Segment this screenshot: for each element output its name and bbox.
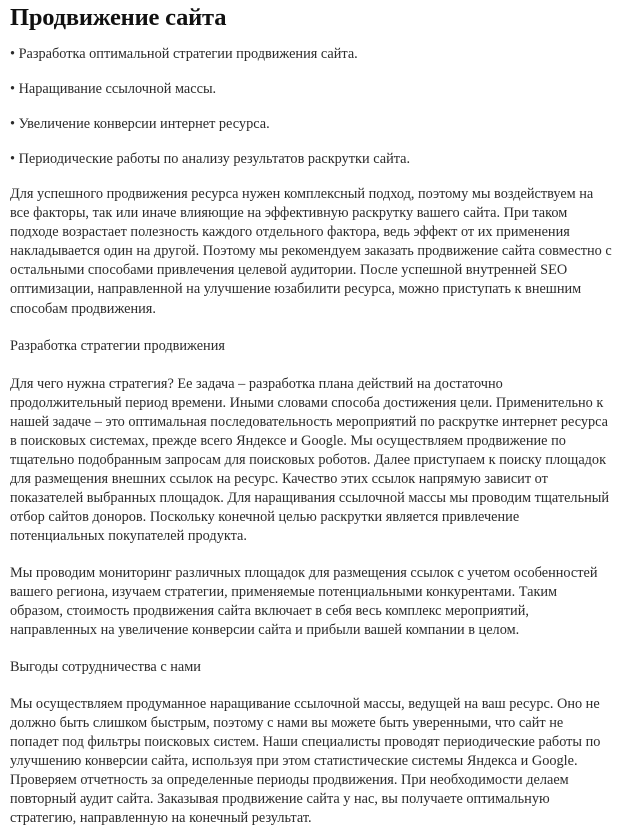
benefits-paragraph: Мы осуществляем продуманное наращивание ссылочной массы, ведущей на ваш ресурс. Оно не должно быть слишком быстрым, поэтому с нами вы можете быть уверенными, что сайт не попадет под фильтры поисковых систем. Наши специалисты проводят периодические работы по улучшению конверсии сайта, используя при этом статистические системы Яндекса и Google. Проверяем отчетность за определенные периоды продвижения. При необходимости делаем повторный аудит сайта. Заказывая продвижение сайта у нас, вы получаете оптимальную стратегию, направленную на конечный результат. xyxy=(10,695,601,827)
list-item: • Наращивание ссылочной массы. xyxy=(10,81,217,97)
page-title: Продвижение сайта xyxy=(10,4,227,31)
list-item: • Периодические работы по анализу результатов раскрутки сайта. xyxy=(10,151,411,167)
monitoring-paragraph: Мы проводим мониторинг различных площадок для размещения ссылок с учетом особенностей вашего региона, изучаем стратегии, применяемые потенциальными конкурентами. Таким образом, стоимость продвижения сайта включает в себя весь комплекс мероприятий, направленных на увеличение конверсии сайта и прибыли вашей компании в целом. xyxy=(10,564,598,638)
intro-paragraph: Для успешного продвижения ресурса нужен комплексный подход, поэтому мы воздействуем на все факторы, так или иначе влияющие на эффективную раскрутку вашего сайта. При таком подходе возрастает полезность каждого отдельного фактора, ведь эффект от их применения накладывается один на другой. Поэтому мы рекомендуем заказать продвижение сайта совместно с остальными способами привлечения целевой аудитории. После успешной внутренней SEO оптимизации, направленной на улучшение юзабилити ресурса, можно приступать к внешним способам продвижения. xyxy=(10,186,612,317)
strategy-paragraph: Для чего нужна стратегия? Ее задача – разработка плана действий на достаточно продолжительный период времени. Иными словами способа достижения цели. Применительно к нашей задаче – это оптимальная последовательность мероприятий по раскрутке интернет ресурса в поисковых системах, прежде всего Яндексе и Google. Мы осуществляем продвижение по тщательно подобранным запросам для поисковых роботов. Далее приступаем к поиску площадок для размещения внешних ссылок на ресурс. Качество этих ссылок напрямую зависит от показателей выбранных площадок. Для наращивания ссылочной массы мы проводим тщательный отбор сайтов доноров. Поскольку конечной целью раскрутки является привлечение потенциальных покупателей продукта. xyxy=(10,375,609,545)
services-list xyxy=(10,45,612,169)
list-item: • Увеличение конверсии интернет ресурса. xyxy=(10,116,270,132)
strategy-heading: Разработка стратегии продвижения xyxy=(10,337,225,354)
benefits-heading: Выгоды сотрудничества с нами xyxy=(10,658,201,675)
list-item: • Разработка оптимальной стратегии продвижения сайта. xyxy=(10,46,358,62)
